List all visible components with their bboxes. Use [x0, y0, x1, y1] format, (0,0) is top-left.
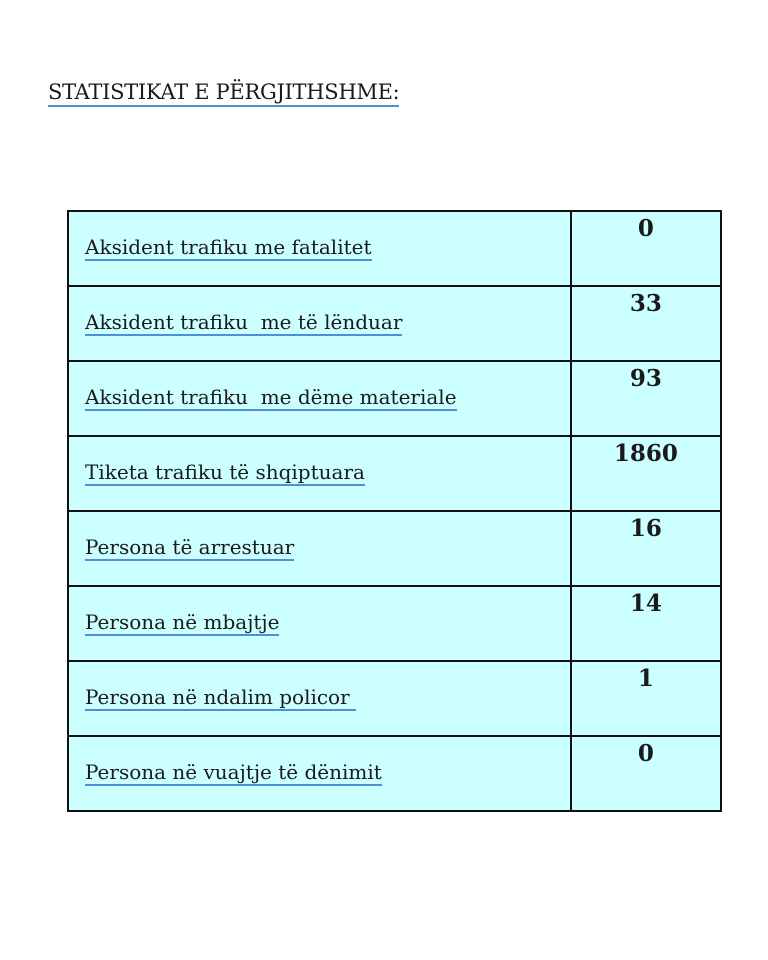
- table-row: [68, 211, 721, 286]
- row-value-cell: [571, 361, 721, 436]
- row-label: Aksident trafiku me fatalitet: [85, 235, 372, 259]
- row-label-cell: [68, 736, 571, 811]
- table-row: [68, 661, 721, 736]
- row-value: 14: [629, 590, 662, 617]
- row-value: 33: [629, 290, 662, 317]
- table-row: [68, 436, 721, 511]
- table-row: [68, 511, 721, 586]
- page-title: STATISTIKAT E PËRGJITHSHME:: [48, 80, 399, 107]
- row-label: Persona në mbajtje: [85, 610, 280, 634]
- row-label-cell: [68, 586, 571, 661]
- row-label-cell: [68, 361, 571, 436]
- row-value: 1860: [613, 440, 678, 467]
- table-row: [68, 286, 721, 361]
- row-label-cell: [68, 436, 571, 511]
- row-label-cell: [68, 286, 571, 361]
- row-label: Persona në vuajtje të dënimit: [85, 760, 382, 784]
- row-value-cell: [571, 436, 721, 511]
- row-label-cell: [68, 211, 571, 286]
- row-label: Persona në ndalim policor: [85, 685, 357, 709]
- row-value-cell: [571, 211, 721, 286]
- row-label-cell: [68, 661, 571, 736]
- row-value-cell: [571, 661, 721, 736]
- row-value: 1: [637, 665, 654, 692]
- row-value: 0: [637, 215, 654, 242]
- row-value-cell: [571, 286, 721, 361]
- row-label: Persona të arrestuar: [85, 535, 295, 559]
- row-label: Aksident trafiku me të lënduar: [85, 310, 403, 334]
- row-label: Tiketa trafiku të shqiptuara: [85, 460, 365, 484]
- row-value: 93: [629, 365, 662, 392]
- row-value: 0: [637, 740, 654, 767]
- row-value: 16: [629, 515, 662, 542]
- table-row: [68, 586, 721, 661]
- table-row: [68, 736, 721, 811]
- row-label-cell: [68, 511, 571, 586]
- row-value-cell: [571, 511, 721, 586]
- row-label: Aksident trafiku me dëme materiale: [85, 385, 457, 409]
- statistics-table: [67, 210, 722, 812]
- table-row: [68, 361, 721, 436]
- row-value-cell: [571, 736, 721, 811]
- row-value-cell: [571, 586, 721, 661]
